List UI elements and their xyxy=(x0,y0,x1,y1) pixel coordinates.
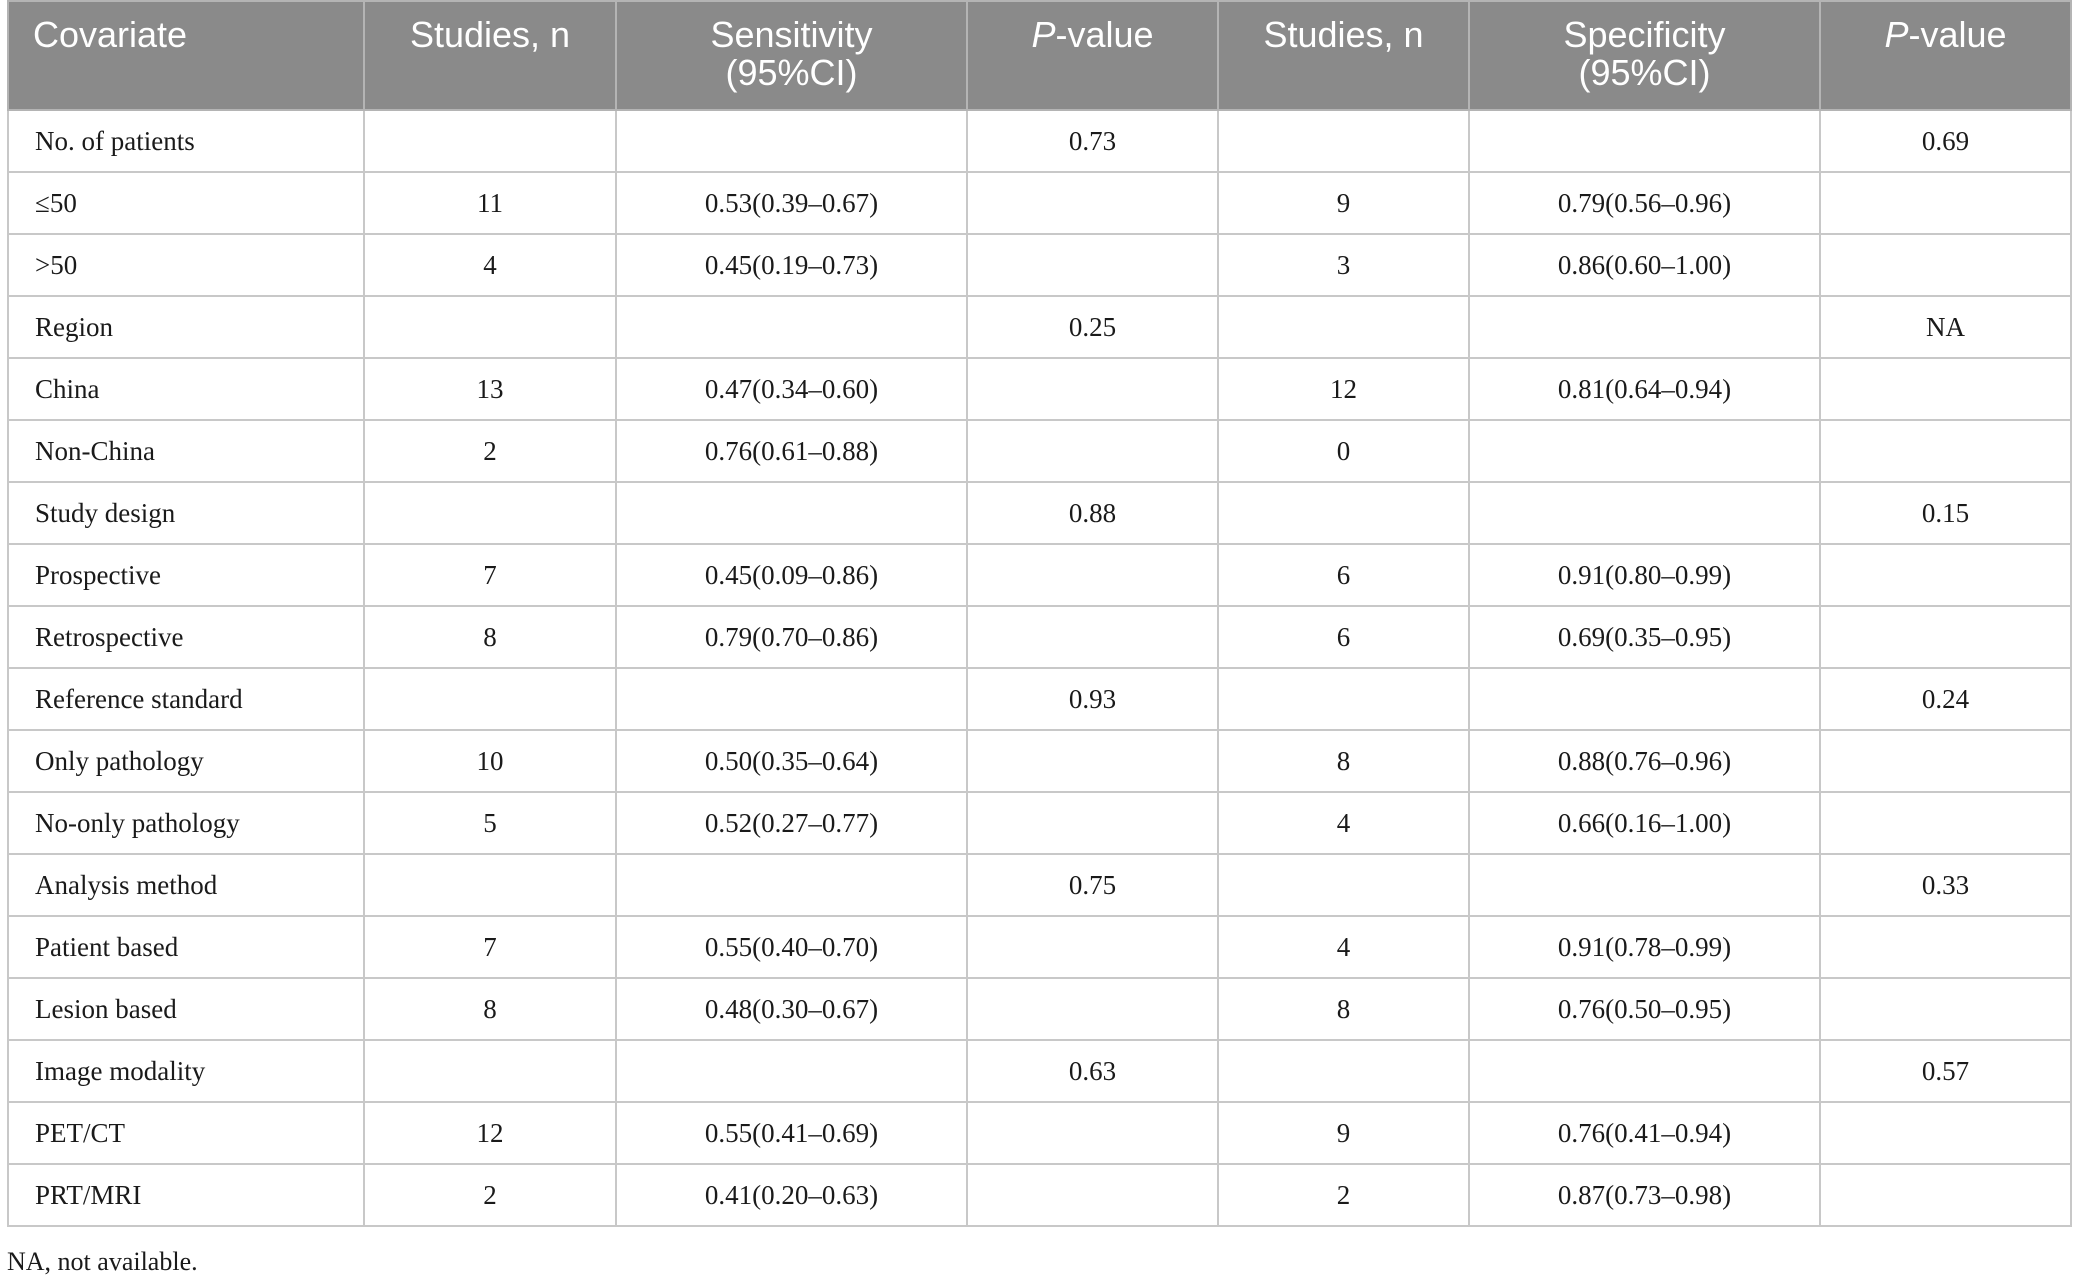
cell-sensitivity: 0.48(0.30–0.67) xyxy=(616,978,967,1040)
cell-specificity xyxy=(1469,420,1820,482)
cell-covariate: ≤50 xyxy=(8,172,364,234)
cell-studies-n-sens: 4 xyxy=(364,234,616,296)
cell-covariate: No-only pathology xyxy=(8,792,364,854)
cell-specificity: 0.79(0.56–0.96) xyxy=(1469,172,1820,234)
cell-p-value-sens xyxy=(967,1102,1218,1164)
table-row xyxy=(8,358,2071,420)
cell-studies-n-sens xyxy=(364,1040,616,1102)
cell-studies-n-spec: 6 xyxy=(1218,606,1469,668)
cell-specificity: 0.91(0.78–0.99) xyxy=(1469,916,1820,978)
header-p-rest: -value xyxy=(1908,14,2007,55)
table-row xyxy=(8,110,2071,172)
cell-p-value-spec: 0.57 xyxy=(1820,1040,2071,1102)
cell-p-value-sens xyxy=(967,172,1218,234)
cell-p-value-spec: 0.24 xyxy=(1820,668,2071,730)
cell-specificity: 0.66(0.16–1.00) xyxy=(1469,792,1820,854)
cell-p-value-spec xyxy=(1820,978,2071,1040)
table-row xyxy=(8,1040,2071,1102)
cell-studies-n-sens: 7 xyxy=(364,544,616,606)
cell-studies-n-spec: 8 xyxy=(1218,978,1469,1040)
cell-p-value-spec xyxy=(1820,606,2071,668)
cell-covariate: Prospective xyxy=(8,544,364,606)
header-sensitivity-line1: Sensitivity xyxy=(710,14,873,55)
cell-p-value-sens: 0.25 xyxy=(967,296,1218,358)
cell-studies-n-sens: 2 xyxy=(364,1164,616,1226)
cell-sensitivity: 0.47(0.34–0.60) xyxy=(616,358,967,420)
table-container xyxy=(7,0,2070,1227)
table-row xyxy=(8,730,2071,792)
header-specificity xyxy=(1469,1,1820,110)
cell-covariate: Lesion based xyxy=(8,978,364,1040)
cell-studies-n-spec xyxy=(1218,110,1469,172)
cell-p-value-spec xyxy=(1820,792,2071,854)
header-p-rest: -value xyxy=(1055,14,1154,55)
cell-p-value-sens xyxy=(967,978,1218,1040)
cell-covariate: Analysis method xyxy=(8,854,364,916)
cell-p-value-spec: 0.69 xyxy=(1820,110,2071,172)
cell-sensitivity xyxy=(616,1040,967,1102)
cell-p-value-sens xyxy=(967,420,1218,482)
cell-p-value-sens xyxy=(967,544,1218,606)
cell-studies-n-sens: 13 xyxy=(364,358,616,420)
cell-covariate: No. of patients xyxy=(8,110,364,172)
table-footnote: NA, not available. xyxy=(7,1247,198,1276)
cell-sensitivity: 0.45(0.19–0.73) xyxy=(616,234,967,296)
cell-studies-n-sens xyxy=(364,482,616,544)
cell-p-value-spec xyxy=(1820,916,2071,978)
table-row xyxy=(8,854,2071,916)
cell-studies-n-spec: 12 xyxy=(1218,358,1469,420)
header-p-value-specificity xyxy=(1820,1,2071,110)
cell-p-value-sens xyxy=(967,358,1218,420)
cell-covariate: Region xyxy=(8,296,364,358)
header-sensitivity-line2: (95%CI) xyxy=(725,52,858,93)
table-row xyxy=(8,1102,2071,1164)
cell-studies-n-spec xyxy=(1218,1040,1469,1102)
cell-p-value-sens xyxy=(967,234,1218,296)
cell-sensitivity xyxy=(616,110,967,172)
cell-sensitivity: 0.55(0.40–0.70) xyxy=(616,916,967,978)
subgroup-analysis-table xyxy=(7,0,2072,1227)
cell-studies-n-spec xyxy=(1218,482,1469,544)
cell-covariate: Image modality xyxy=(8,1040,364,1102)
cell-specificity xyxy=(1469,482,1820,544)
cell-sensitivity: 0.53(0.39–0.67) xyxy=(616,172,967,234)
cell-studies-n-sens: 10 xyxy=(364,730,616,792)
cell-specificity: 0.91(0.80–0.99) xyxy=(1469,544,1820,606)
header-sensitivity xyxy=(616,1,967,110)
cell-p-value-sens xyxy=(967,916,1218,978)
cell-p-value-spec xyxy=(1820,420,2071,482)
cell-sensitivity xyxy=(616,482,967,544)
table-row xyxy=(8,978,2071,1040)
cell-sensitivity: 0.50(0.35–0.64) xyxy=(616,730,967,792)
cell-studies-n-spec: 8 xyxy=(1218,730,1469,792)
cell-covariate: Retrospective xyxy=(8,606,364,668)
cell-sensitivity xyxy=(616,854,967,916)
table-row xyxy=(8,606,2071,668)
cell-studies-n-sens xyxy=(364,668,616,730)
cell-sensitivity: 0.76(0.61–0.88) xyxy=(616,420,967,482)
cell-studies-n-sens: 5 xyxy=(364,792,616,854)
cell-studies-n-sens xyxy=(364,854,616,916)
cell-studies-n-spec xyxy=(1218,668,1469,730)
cell-p-value-sens: 0.93 xyxy=(967,668,1218,730)
table-row xyxy=(8,544,2071,606)
cell-studies-n-sens: 7 xyxy=(364,916,616,978)
table-row xyxy=(8,668,2071,730)
cell-p-value-spec xyxy=(1820,730,2071,792)
cell-p-value-spec xyxy=(1820,1102,2071,1164)
cell-studies-n-spec: 6 xyxy=(1218,544,1469,606)
table-row xyxy=(8,234,2071,296)
cell-sensitivity xyxy=(616,668,967,730)
cell-p-value-spec xyxy=(1820,358,2071,420)
cell-p-value-spec: 0.15 xyxy=(1820,482,2071,544)
cell-p-value-sens xyxy=(967,606,1218,668)
header-p-value-sensitivity xyxy=(967,1,1218,110)
cell-covariate: Study design xyxy=(8,482,364,544)
cell-specificity: 0.81(0.64–0.94) xyxy=(1469,358,1820,420)
cell-studies-n-spec: 3 xyxy=(1218,234,1469,296)
cell-specificity xyxy=(1469,296,1820,358)
cell-studies-n-spec: 4 xyxy=(1218,916,1469,978)
cell-specificity: 0.76(0.41–0.94) xyxy=(1469,1102,1820,1164)
cell-specificity xyxy=(1469,110,1820,172)
cell-specificity xyxy=(1469,668,1820,730)
cell-specificity: 0.69(0.35–0.95) xyxy=(1469,606,1820,668)
cell-p-value-sens xyxy=(967,1164,1218,1226)
cell-studies-n-spec xyxy=(1218,854,1469,916)
cell-covariate: PRT/MRI xyxy=(8,1164,364,1226)
cell-sensitivity: 0.55(0.41–0.69) xyxy=(616,1102,967,1164)
cell-covariate: China xyxy=(8,358,364,420)
cell-sensitivity: 0.45(0.09–0.86) xyxy=(616,544,967,606)
cell-studies-n-sens: 11 xyxy=(364,172,616,234)
cell-covariate: Patient based xyxy=(8,916,364,978)
cell-specificity xyxy=(1469,854,1820,916)
cell-specificity: 0.88(0.76–0.96) xyxy=(1469,730,1820,792)
table-row xyxy=(8,916,2071,978)
cell-covariate: PET/CT xyxy=(8,1102,364,1164)
cell-p-value-spec xyxy=(1820,172,2071,234)
cell-specificity xyxy=(1469,1040,1820,1102)
table-header-row xyxy=(8,1,2071,110)
header-p-letter: P xyxy=(1031,14,1056,55)
cell-sensitivity: 0.41(0.20–0.63) xyxy=(616,1164,967,1226)
cell-p-value-spec xyxy=(1820,1164,2071,1226)
table-row xyxy=(8,1164,2071,1226)
cell-covariate: Only pathology xyxy=(8,730,364,792)
cell-studies-n-sens: 8 xyxy=(364,978,616,1040)
cell-p-value-sens: 0.88 xyxy=(967,482,1218,544)
cell-sensitivity xyxy=(616,296,967,358)
header-studies-n-specificity: Studies, n xyxy=(1218,1,1469,110)
cell-studies-n-spec: 0 xyxy=(1218,420,1469,482)
cell-studies-n-spec: 4 xyxy=(1218,792,1469,854)
cell-studies-n-spec xyxy=(1218,296,1469,358)
cell-sensitivity: 0.52(0.27–0.77) xyxy=(616,792,967,854)
cell-studies-n-sens: 8 xyxy=(364,606,616,668)
cell-p-value-spec xyxy=(1820,234,2071,296)
table-row xyxy=(8,172,2071,234)
header-specificity-line2: (95%CI) xyxy=(1578,52,1711,93)
cell-studies-n-spec: 2 xyxy=(1218,1164,1469,1226)
cell-p-value-sens xyxy=(967,730,1218,792)
cell-p-value-sens xyxy=(967,792,1218,854)
cell-studies-n-spec: 9 xyxy=(1218,1102,1469,1164)
cell-covariate: Non-China xyxy=(8,420,364,482)
header-specificity-line1: Specificity xyxy=(1563,14,1726,55)
cell-studies-n-sens xyxy=(364,296,616,358)
header-p-letter: P xyxy=(1884,14,1909,55)
cell-specificity: 0.76(0.50–0.95) xyxy=(1469,978,1820,1040)
cell-p-value-spec xyxy=(1820,544,2071,606)
table-body xyxy=(8,110,2071,1226)
cell-specificity: 0.86(0.60–1.00) xyxy=(1469,234,1820,296)
header-covariate: Covariate xyxy=(8,1,364,110)
table-row xyxy=(8,420,2071,482)
cell-p-value-sens: 0.63 xyxy=(967,1040,1218,1102)
table-row xyxy=(8,482,2071,544)
cell-studies-n-spec: 9 xyxy=(1218,172,1469,234)
cell-p-value-spec: 0.33 xyxy=(1820,854,2071,916)
cell-p-value-sens: 0.73 xyxy=(967,110,1218,172)
cell-studies-n-sens: 2 xyxy=(364,420,616,482)
cell-specificity: 0.87(0.73–0.98) xyxy=(1469,1164,1820,1226)
cell-studies-n-sens xyxy=(364,110,616,172)
cell-covariate: Reference standard xyxy=(8,668,364,730)
cell-sensitivity: 0.79(0.70–0.86) xyxy=(616,606,967,668)
cell-covariate: >50 xyxy=(8,234,364,296)
header-studies-n-sensitivity: Studies, n xyxy=(364,1,616,110)
cell-p-value-spec: NA xyxy=(1820,296,2071,358)
table-row xyxy=(8,792,2071,854)
cell-studies-n-sens: 12 xyxy=(364,1102,616,1164)
table-row xyxy=(8,296,2071,358)
cell-p-value-sens: 0.75 xyxy=(967,854,1218,916)
